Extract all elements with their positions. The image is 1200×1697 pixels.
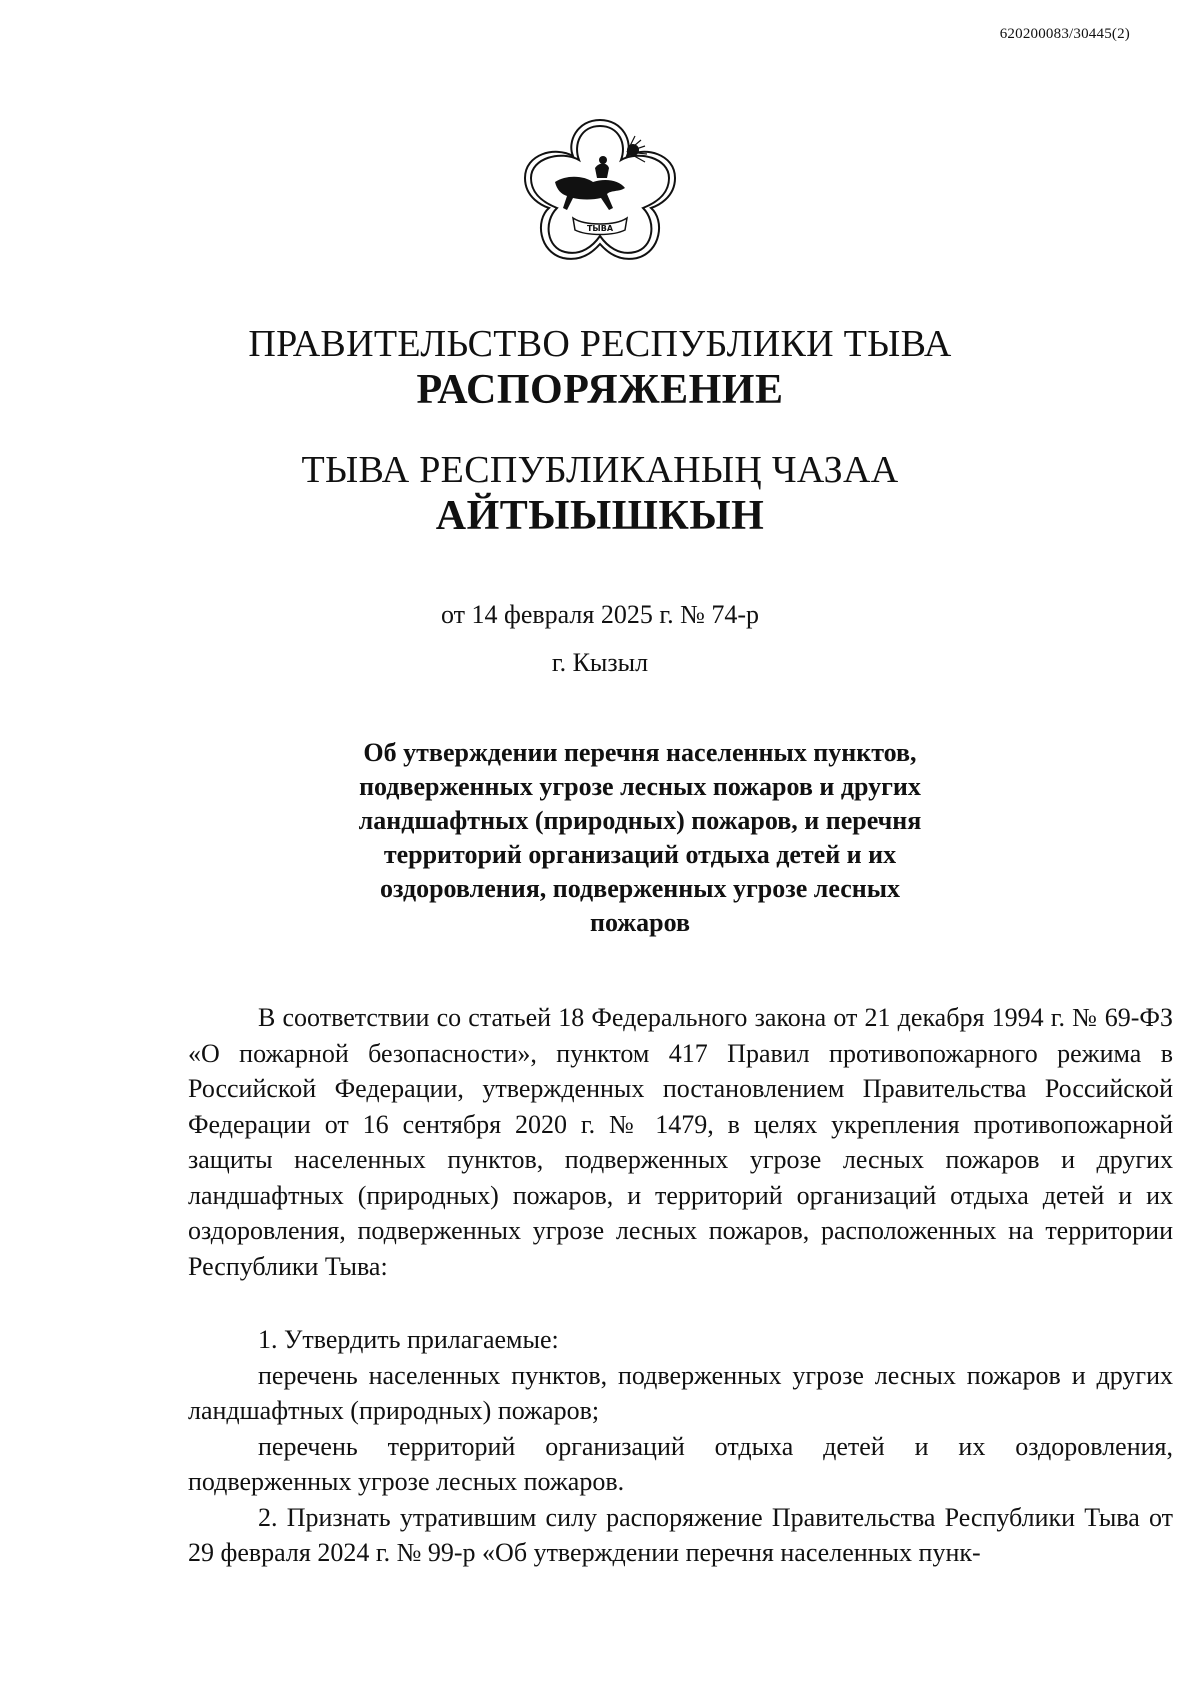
item-1-list-a: перечень населенных пунктов, подверженных угрозе лесных пожаров и других ландшафтных (природных) пожаров;	[188, 1360, 1173, 1425]
government-title-ru: ПРАВИТЕЛЬСТВО РЕСПУБЛИКИ ТЫВА	[248, 323, 952, 365]
order-title-tv: АЙТЫЫШКЫН	[435, 493, 765, 539]
order-date-number: от 14 февраля 2025 г. № 74-р	[440, 600, 760, 629]
item-1-list-b: перечень территорий организаций отдыха детей и их оздоровления, подверженных угрозе лесных пожаров.	[188, 1431, 1173, 1496]
order-subject-title: Об утверждении перечня населенных пунктов, подверженных угрозе лесных пожаров и других ландшафтных (природных) пожаров, и перечня территорий организаций отдыха детей и их оздоровления, подверженных угрозе лесных пожаров	[358, 738, 922, 937]
order-city: г. Кызыл	[551, 648, 649, 677]
document-code: 620200083/30445(2)	[999, 26, 1130, 42]
order-body	[188, 1000, 1173, 1571]
order-title-ru: РАСПОРЯЖЕНИЕ	[416, 367, 784, 413]
government-title-tv: ТЫВА РЕСПУБЛИКАНЫҢ ЧАЗАА	[301, 449, 899, 491]
preamble-paragraph: В соответствии со статьей 18 Федерального закона от 21 декабря 1994 г. № 69-ФЗ «О пожарной безопасности», пунктом 417 Правил противопожарного режима в Российской Федерации, утвержденных постановлением Правительства Российской Федерации от 16 сентября 2020 г. № 1479, в целях укрепления противопожарной защиты населенных пунктов, подверженных угрозе лесных пожаров и других ландшафтных (природных) пожаров, и территорий организаций отдыха детей и их оздоровления, подверженных угрозе лесных пожаров, расположенных на территории Республики Тыва:	[188, 1003, 1173, 1281]
item-1: 1. Утвердить прилагаемые:	[258, 1325, 559, 1354]
emblem-text: ТЫВА	[586, 224, 614, 233]
tuva-coat-of-arms-icon	[515, 112, 685, 272]
item-2: 2. Признать утратившим силу распоряжение Правительства Республики Тыва от 29 февраля 2024 г. № 99-р «Об утверждении перечня населенных пунк-	[188, 1502, 1173, 1567]
